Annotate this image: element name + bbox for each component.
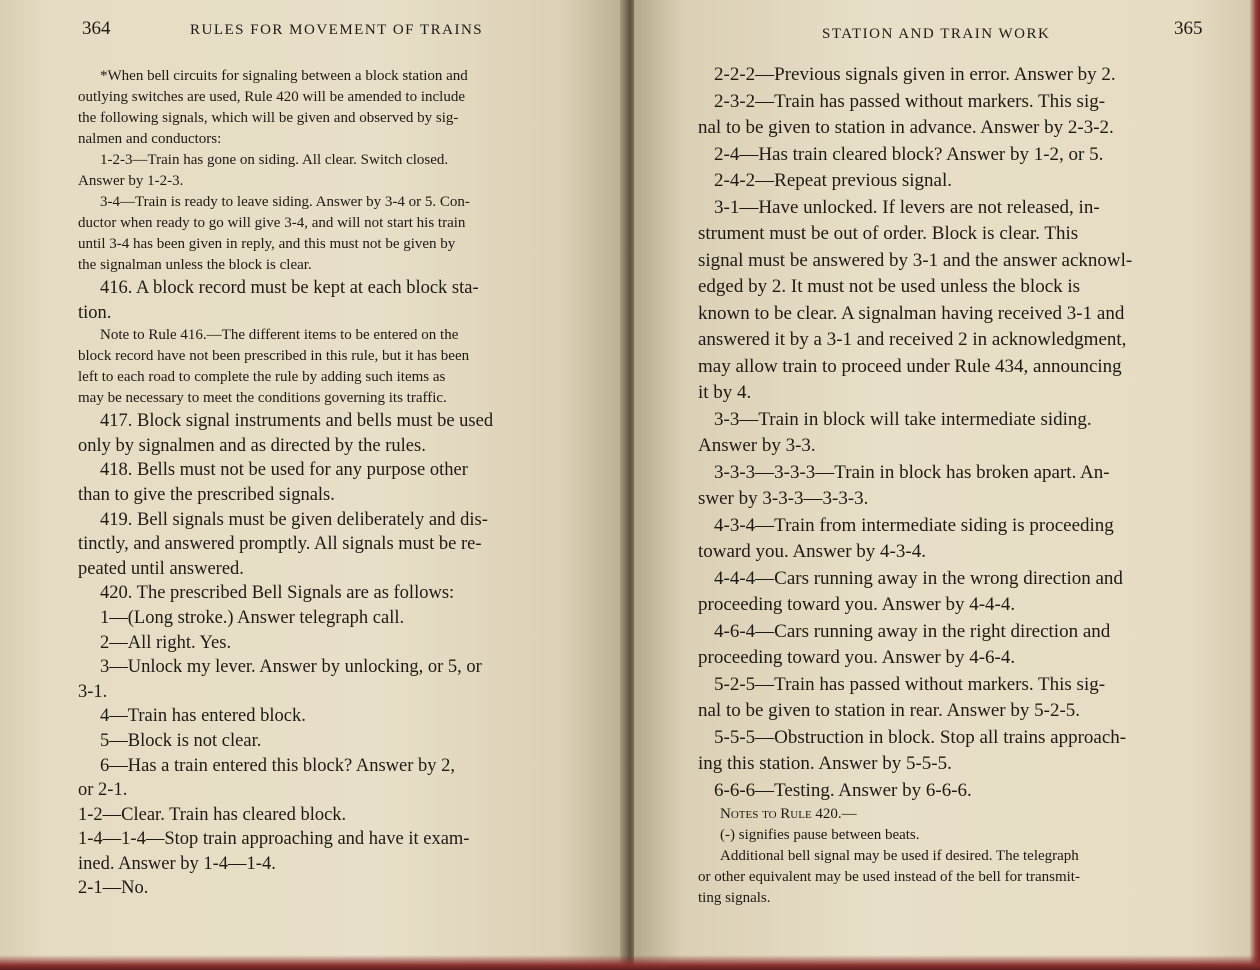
text-line: than to give the prescribed signals. — [78, 484, 335, 505]
text-line: 2-3-2—Train has passed without markers. This sig- — [714, 90, 1106, 112]
text-line: 3-3-3—3-3-3—Train in block has broken apart. An- — [714, 461, 1110, 483]
text-line: 1-2-3—Train has gone on siding. All clear. Switch closed. — [100, 152, 449, 168]
text-line: left to each road to complete the rule by adding such items as — [78, 369, 446, 386]
text-line: 3-1—Have unlocked. If levers are not released, in- — [714, 196, 1100, 218]
text-line: 3-4—Train is ready to leave siding. Answer by 3-4 or 5. Con- — [100, 194, 470, 210]
left-page-text — [78, 66, 608, 901]
text-line: 4-4-4—Cars running away in the wrong direction and — [714, 567, 1123, 589]
text-line: 4-6-4—Cars running away in the right direction and — [714, 620, 1111, 642]
right-running-head: STATION AND TRAIN WORK — [822, 26, 1051, 42]
text-line: swer by 3-3-3—3-3-3. — [698, 488, 869, 509]
right-page — [634, 0, 1250, 970]
text-line: 416. A block record must be kept at each block sta- — [100, 278, 479, 298]
text-line: peated until answered. — [78, 558, 244, 579]
text-line: 3—Unlock my lever. Answer by unlocking, or 5, or — [100, 657, 482, 678]
text-line: the signalman unless the block is clear. — [78, 257, 312, 273]
text-line: may be necessary to meet the conditions governing its traffic. — [78, 390, 447, 407]
text-line: Answer by 3-3. — [698, 435, 816, 456]
text-line: ductor when ready to go will give 3-4, and will not start his train — [78, 215, 466, 231]
text-line: signal must be answered by 3-1 and the answer acknowl- — [698, 249, 1133, 271]
text-line: 1—(Long stroke.) Answer telegraph call. — [100, 607, 405, 628]
text-line: 4—Train has entered block. — [100, 706, 306, 727]
text-line: it by 4. — [698, 382, 752, 403]
text-line: the following signals, which will be given and observed by sig- — [78, 110, 459, 126]
text-line: Additional bell signal may be used if desired. The telegraph — [720, 848, 1079, 864]
text-line: 417. Block signal instruments and bells must be used — [100, 411, 494, 432]
text-line: Answer by 1-2-3. — [78, 173, 184, 189]
text-line: 3-3—Train in block will take intermediate siding. — [714, 408, 1092, 430]
text-line: nal to be given to station in rear. Answer by 5-2-5. — [698, 700, 1081, 721]
text-line: 6—Has a train entered this block? Answer by 2, — [100, 755, 456, 776]
text-line: or 2-1. — [78, 780, 128, 801]
text-line: 5—Block is not clear. — [100, 730, 262, 751]
text-line: 2-1—No. — [78, 878, 149, 899]
text-line: answered it by a 3-1 and received 2 in acknowledgment, — [698, 329, 1127, 350]
text-line: toward you. Answer by 4-3-4. — [698, 541, 926, 562]
text-line: 5-2-5—Train has passed without markers. This sig- — [714, 673, 1106, 695]
text-line: 2-4—Has train cleared block? Answer by 1-2, or 5. — [714, 143, 1104, 165]
left-running-head: RULES FOR MOVEMENT OF TRAINS — [190, 22, 484, 38]
text-line: nalmen and conductors: — [78, 131, 222, 147]
text-line: ting signals. — [698, 890, 771, 906]
text-line: may allow train to proceed under Rule 434, announcing — [698, 355, 1122, 377]
text-line: 1-4—1-4—Stop train approaching and have it exam- — [78, 829, 470, 850]
text-line: ined. Answer by 1-4—1-4. — [78, 853, 276, 874]
text-line: 2-2-2—Previous signals given in error. Answer by 2. — [714, 64, 1116, 85]
text-line: 2—All right. Yes. — [100, 632, 232, 653]
text-line: tinctly, and answered promptly. All signals must be re- — [78, 534, 482, 555]
text-line: 419. Bell signals must be given deliberately and dis- — [100, 509, 488, 530]
text-line: nal to be given to station in advance. Answer by 2-3-2. — [698, 117, 1114, 138]
text-line: (-) signifies pause between beats. — [720, 827, 920, 843]
text-line: proceeding toward you. Answer by 4-6-4. — [698, 647, 1016, 668]
text-line: Notes to Rule 420.— — [720, 806, 857, 822]
text-line: ing this station. Answer by 5-5-5. — [698, 753, 952, 774]
text-line: proceeding toward you. Answer by 4-4-4. — [698, 594, 1016, 615]
text-line: edged by 2. It must not be used unless the block is — [698, 276, 1081, 297]
text-line: 1-2—Clear. Train has cleared block. — [78, 804, 347, 825]
text-line: known to be clear. A signalman having received 3-1 and — [698, 302, 1125, 324]
text-line: 418. Bells must not be used for any purpose other — [100, 460, 468, 481]
text-line: 6-6-6—Testing. Answer by 6-6-6. — [714, 779, 972, 801]
text-line: 5-5-5—Obstruction in block. Stop all trains approach- — [714, 726, 1127, 748]
text-line: until 3-4 has been given in reply, and this must not be given by — [78, 236, 456, 252]
page-edge-right — [1250, 0, 1260, 970]
text-line: strument must be out of order. Block is clear. This — [698, 223, 1079, 244]
text-line: only by signalmen and as directed by the rules. — [78, 435, 426, 456]
book-cover-edge — [0, 955, 1260, 970]
left-page — [0, 0, 626, 970]
text-line: or other equivalent may be used instead of the bell for transmit- — [698, 869, 1080, 885]
text-line: 2-4-2—Repeat previous signal. — [714, 170, 952, 191]
right-page-number: 365 — [1174, 18, 1203, 39]
right-page-text — [698, 62, 1228, 909]
text-line: block record have not been prescribed in this rule, but it has been — [78, 348, 470, 365]
left-page-number: 364 — [82, 18, 111, 39]
text-line: outlying switches are used, Rule 420 will be amended to include — [78, 89, 465, 105]
text-line: 420. The prescribed Bell Signals are as follows: — [100, 583, 455, 604]
text-line: 4-3-4—Train from intermediate siding is proceeding — [714, 514, 1114, 536]
text-line: tion. — [78, 302, 112, 323]
text-line: Note to Rule 416.—The different items to be entered on the — [100, 327, 459, 344]
text-line: 3-1. — [78, 681, 108, 702]
text-line: *When bell circuits for signaling between a block station and — [100, 68, 468, 84]
